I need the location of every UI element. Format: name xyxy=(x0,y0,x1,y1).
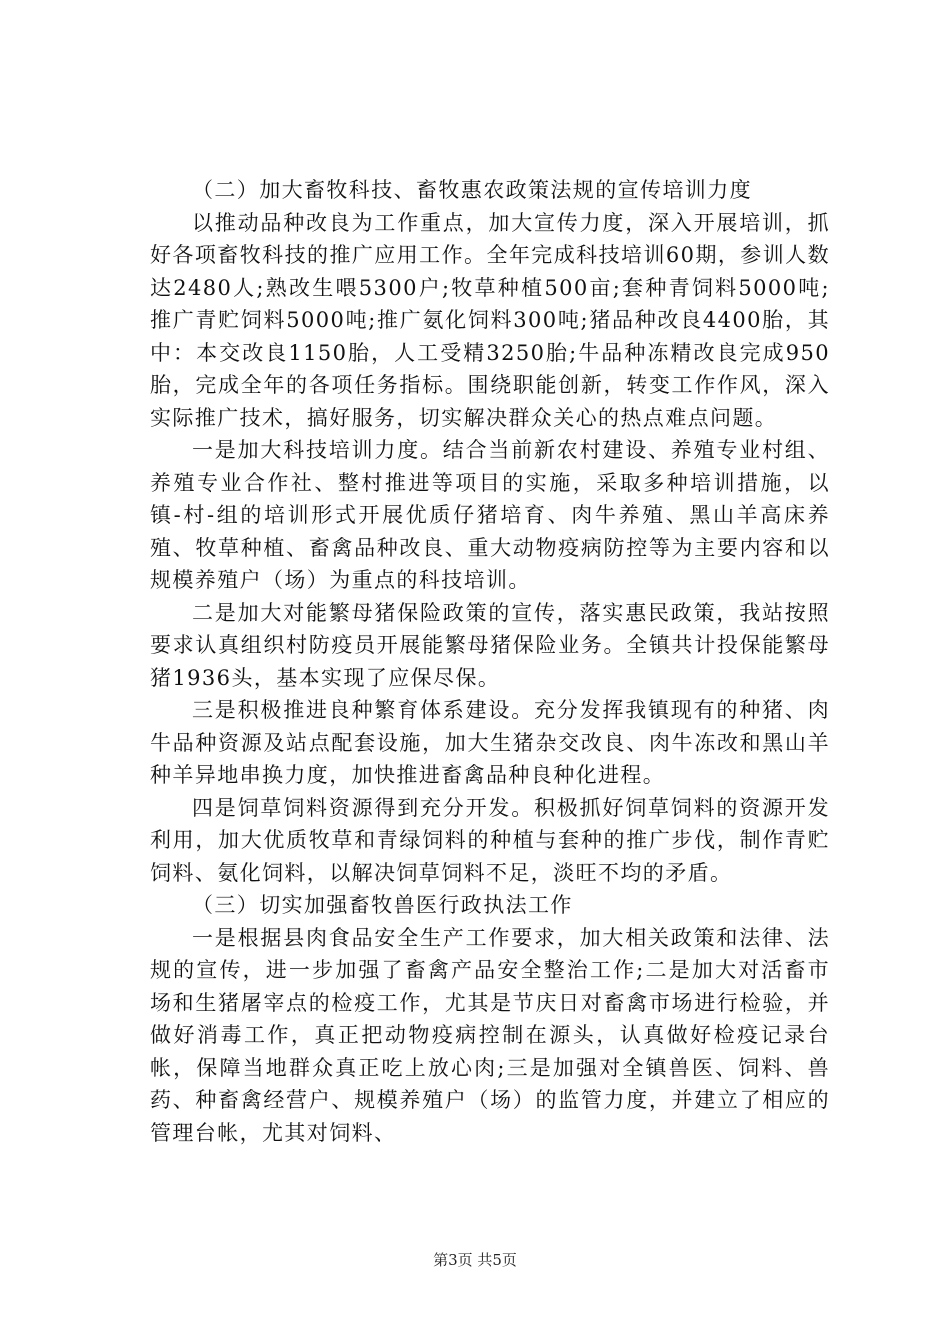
document-body xyxy=(150,174,830,1149)
section-heading-3: （三）切实加强畜牧兽医行政执法工作 xyxy=(192,893,573,917)
paragraph-tech-training: 一是加大科技培训力度。结合当前新农村建设、养殖专业村组、养殖专业合作社、整村推进等项目的实施，采取多种培训措施，以镇-村-组的培训形式开展优质仔猪培育、肉牛养殖、黑山羊高床养殖、牧草种植、畜禽品种改良、重大动物疫病防控等为主要内容和以规模养殖户（场）为重点的科技培训。 xyxy=(150,438,830,592)
paragraph-sow-insurance: 二是加大对能繁母猪保险政策的宣传，落实惠民政策，我站按照要求认真组织村防疫员开展能繁母猪保险业务。全镇共计投保能繁母猪1936头，基本实现了应保尽保。 xyxy=(150,600,830,690)
page-number-footer: 第3页 共5页 xyxy=(433,1251,517,1269)
paragraph-breeding-system: 三是积极推进良种繁育体系建设。充分发挥我镇现有的种猪、肉牛品种资源及站点配套设施，加大生猪杂交改良、肉牛冻改和黑山羊种羊异地串换力度，加快推进畜禽品种良种化进程。 xyxy=(150,698,830,787)
paragraph-training-overview: 以推动品种改良为工作重点，加大宣传力度，深入开展培训，抓好各项畜牧科技的推广应用工作。全年完成科技培训60期，参训人数达2480人;熟改生喂5300户;牧草种植500亩;套种青饲料5000吨;推广青贮饲料5000吨;推广氨化饲料300吨;猪品种改良4400胎，其中：本交改良1150胎，人工受精3250胎;牛品种冻精改良完成950胎，完成全年的各项任务指标。围绕职能创新，转变工作作风，深入实际推广技术，搞好服务，切实解决群众关心的热点难点问题。 xyxy=(150,210,830,430)
paragraph-forage-resources: 四是饲草饲料资源得到充分开发。积极抓好饲草饲料的资源开发利用，加大优质牧草和青绿饲料的种植与套种的推广步伐，制作青贮饲料、氨化饲料，以解决饲草饲料不足，淡旺不均的矛盾。 xyxy=(150,795,830,885)
section-heading-2: （二）加大畜牧科技、畜牧惠农政策法规的宣传培训力度 xyxy=(192,178,752,202)
paragraph-law-enforcement: 一是根据县肉食品安全生产工作要求，加大相关政策和法律、法规的宣传，进一步加强了畜禽产品安全整治工作;二是加大对活畜市场和生猪屠宰点的检疫工作，尤其是节庆日对畜禽市场进行检验，并做好消毒工作，真正把动物疫病控制在源头，认真做好检疫记录台帐，保障当地群众真正吃上放心肉;三是加强对全镇兽医、饲料、兽药、种畜禽经营户、规模养殖户（场）的监管力度，并建立了相应的管理台帐，尤其对饲料、 xyxy=(150,925,830,1145)
